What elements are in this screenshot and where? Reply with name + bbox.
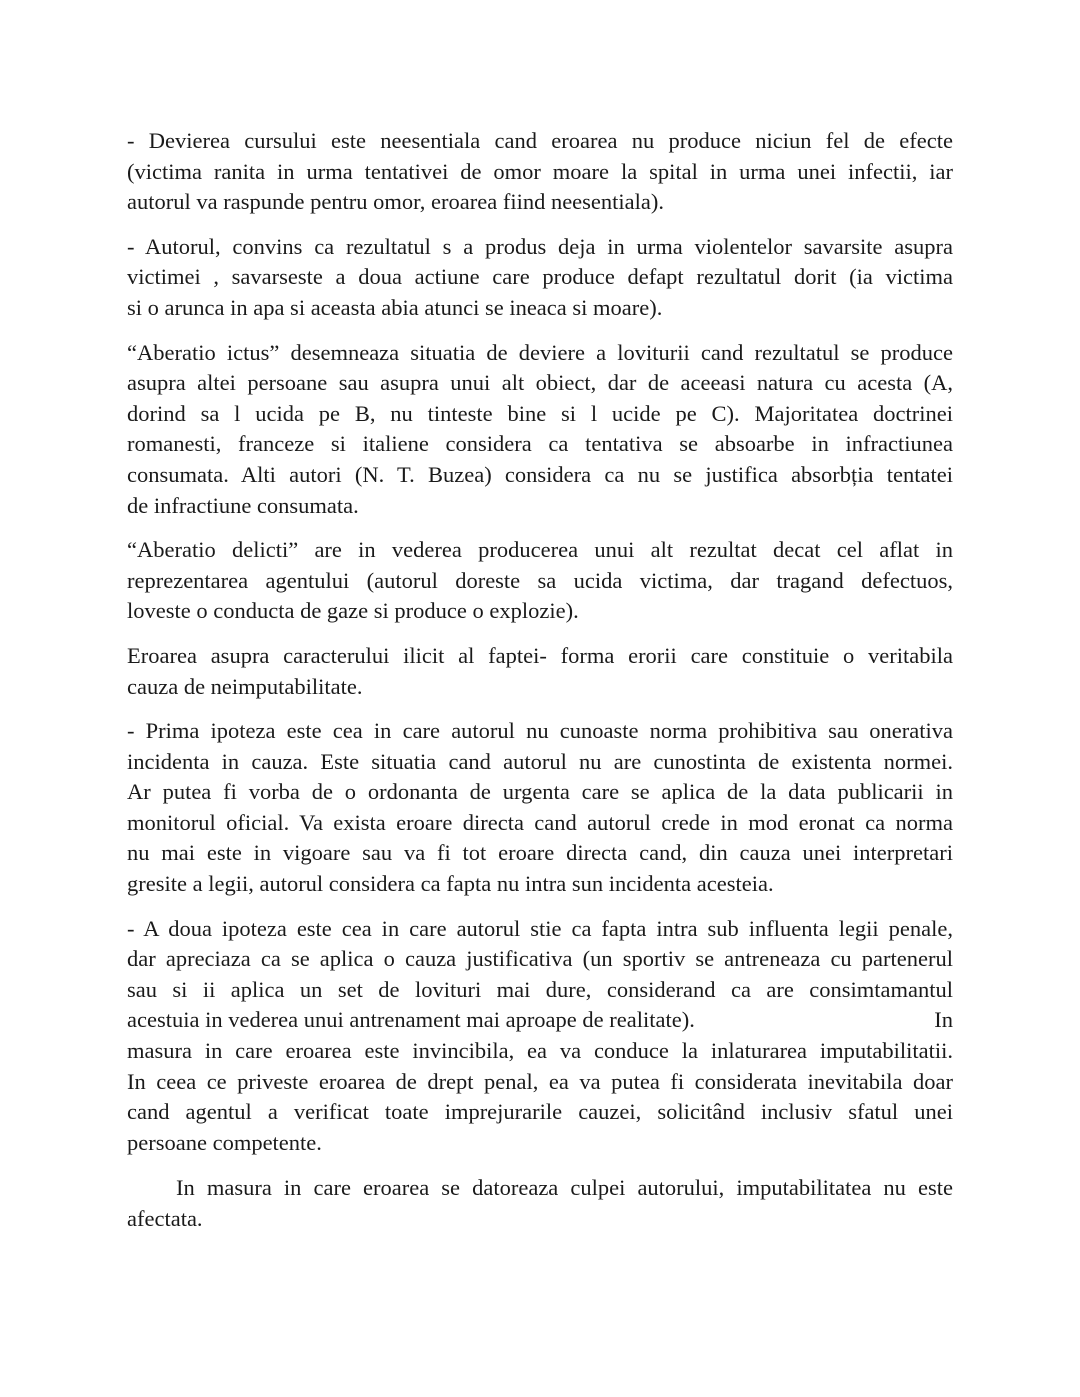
- text-line: autorul va raspunde pentru omor, eroarea fiind neesentiala).: [127, 189, 665, 215]
- document-page: [127, 126, 953, 1249]
- paragraph-prima-ipoteza: [127, 716, 953, 900]
- text-line: - A doua ipoteza este cea in care autorul stie ca fapta intra sub influenta legii penale,: [127, 915, 953, 941]
- paragraph-eroarea-caracter-ilicit: [127, 641, 953, 702]
- text-line: Eroarea asupra caracterului ilicit al faptei- forma erorii care constituie o veritabila: [127, 642, 953, 668]
- text-line: si o arunca in apa si aceasta abia atunci se ineaca si moare).: [127, 294, 663, 320]
- paragraph-aberatio-delicti: [127, 535, 953, 627]
- text-line-content: In masura in care eroarea se datoreaza culpei autorului, imputabilitatea nu este: [176, 1175, 953, 1201]
- text-line: afectata.: [127, 1206, 203, 1231]
- paragraph-a-doua-actiune: [127, 232, 953, 324]
- text-line: romanesti, franceze si italiene considera ca tentativa se absoarbe in infractiunea: [127, 431, 953, 457]
- text-line: de infractiune consumata.: [127, 492, 359, 518]
- text-line: In ceea ce priveste eroarea de drept penal, ea va putea fi considerata inevitabila doar: [127, 1068, 953, 1094]
- text-line: “Aberatio ictus” desemneaza situatia de deviere a loviturii cand rezultatul se produce: [127, 339, 953, 365]
- text-line: (victima ranita in urma tentativei de omor moare la spital in urma unei infectii, iar: [127, 158, 953, 184]
- text-line: cauza de neimputabilitate.: [127, 673, 363, 699]
- text-line: persoane competente.: [127, 1129, 322, 1155]
- text-line: “Aberatio delicti” are in vederea producerea unui alt rezultat decat cel aflat in: [127, 537, 953, 563]
- text-line-right: In: [934, 1007, 953, 1033]
- text-line: cand agentul a verificat toate imprejurarile cauzei, solicitând inclusiv sfatul unei: [127, 1099, 953, 1125]
- text-line: asupra altei persoane sau asupra unui alt obiect, dar de aceeasi natura cu acesta (A,: [127, 370, 953, 396]
- paragraph-culpa-autorului: [127, 1173, 953, 1234]
- text-line: - Prima ipoteza este cea in care autorul nu cunoaste norma prohibitiva sau onerativa: [127, 718, 953, 744]
- paragraph-aberatio-ictus: [127, 338, 953, 522]
- text-line: - Autorul, convins ca rezultatul s a produs deja in urma violentelor savarsite asupra: [127, 233, 953, 259]
- text-line: victimei , savarseste a doua actiune care produce defapt rezultatul dorit (ia victima: [127, 264, 953, 290]
- text-line: consumata. Alti autori (N. T. Buzea) considera ca nu se justifica absorbția tentatei: [127, 461, 953, 487]
- text-line: masura in care eroarea este invincibila, ea va conduce la inlaturarea imputabilitatii.: [127, 1038, 953, 1064]
- text-line: nu mai este in vigoare sau va fi tot eroare directa cand, din cauza unei interpretari: [127, 840, 953, 866]
- paragraph-deviere-neesentiala: [127, 126, 953, 218]
- text-line: gresite a legii, autorul considera ca fapta nu intra sun incidenta acesteia.: [127, 871, 774, 897]
- text-line: reprezentarea agentului (autorul doreste sa ucida victima, dar tragand defectuos,: [127, 567, 953, 593]
- text-line: dorind sa l ucida pe B, nu tinteste bine si l ucide pe C). Majoritatea doctrinei: [127, 400, 953, 426]
- text-line: dar apreciaza ca se aplica o cauza justificativa (un sportiv se antreneaza cu partenerul: [127, 946, 953, 972]
- text-line: Ar putea fi vorba de o ordonanta de urgenta care se aplica de la data publicarii in: [127, 779, 953, 805]
- paragraph-a-doua-ipoteza: [127, 914, 953, 1159]
- text-line-split: [127, 1005, 953, 1036]
- text-line-left: acestuia in vederea unui antrenament mai aproape de realitate).: [127, 1007, 695, 1033]
- text-line: monitorul oficial. Va exista eroare directa cand autorul crede in mod eronat ca norma: [127, 809, 953, 835]
- text-line-indented: [127, 1173, 953, 1204]
- text-line: sau si ii aplica un set de lovituri mai dure, considerand ca are consimtamantul: [127, 976, 953, 1002]
- text-line: loveste o conducta de gaze si produce o explozie).: [127, 598, 579, 624]
- text-line: - Devierea cursului este neesentiala cand eroarea nu produce niciun fel de efecte: [127, 128, 953, 153]
- text-line: incidenta in cauza. Este situatia cand autorul nu are cunostinta de existenta normei.: [127, 748, 953, 774]
